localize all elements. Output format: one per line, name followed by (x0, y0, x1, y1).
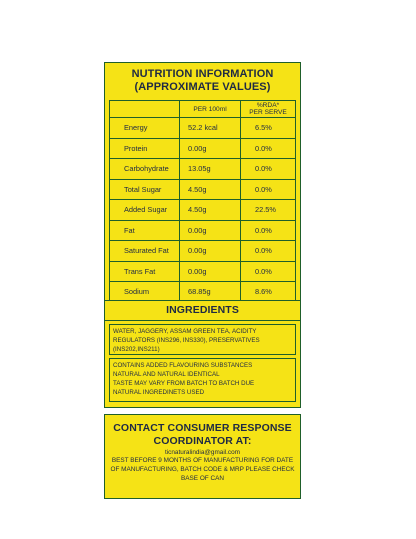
nutrient-rda: 0.0% (241, 261, 296, 282)
nutrition-table (109, 100, 296, 303)
nutrition-title (105, 63, 300, 93)
flavouring-note-line4: NATURAL INGREDINETS USED (113, 389, 205, 396)
nutrient-value: 0.00g (180, 220, 241, 241)
nutrient-name: Added Sugar (110, 200, 180, 221)
header-blank-cell (110, 101, 180, 118)
header-rda (241, 101, 296, 118)
nutrient-value: 0.00g (180, 138, 241, 159)
table-row (110, 261, 296, 282)
flavouring-note (109, 358, 296, 402)
table-row (110, 282, 296, 303)
table-row (110, 179, 296, 200)
table-row (110, 220, 296, 241)
contact-title (105, 415, 300, 448)
nutrient-rda: 8.6% (241, 282, 296, 303)
nutrient-value: 4.50g (180, 179, 241, 200)
contact-title-line1: CONTACT CONSUMER RESPONSE (113, 422, 292, 434)
ingredients-title: INGREDIENTS (105, 301, 300, 321)
nutrition-header-row (110, 101, 296, 118)
nutrient-name: Trans Fat (110, 261, 180, 282)
nutrition-title-line1: NUTRITION INFORMATION (131, 68, 274, 80)
nutrient-rda: 0.0% (241, 159, 296, 180)
contact-email: ticnaturalindia@gmail.com (164, 449, 241, 456)
best-before-note: BEST BEFORE 9 MONTHS OF MANUFACTURING FOR DATE OF MANUFACTURING, BATCH CODE & MRP PLEASE CHECK BASE OF CAN (110, 457, 295, 482)
nutrition-title-line2: (APPROXIMATE VALUES) (134, 81, 271, 93)
header-per-100ml: PER 100ml (180, 101, 241, 118)
nutrient-value: 68.85g (180, 282, 241, 303)
header-rda-line1: %RDA* (256, 102, 280, 109)
nutrient-rda: 0.0% (241, 179, 296, 200)
nutrient-value: 0.00g (180, 241, 241, 262)
nutrient-name: Total Sugar (110, 179, 180, 200)
nutrient-name: Fat (110, 220, 180, 241)
nutrient-value: 52.2 kcal (180, 118, 241, 139)
nutrient-rda: 0.0% (241, 138, 296, 159)
nutrition-panel (104, 62, 301, 304)
nutrient-name: Sodium (110, 282, 180, 303)
ingredients-panel (104, 300, 301, 408)
nutrient-name: Carbohydrate (110, 159, 180, 180)
nutrient-rda: 22.5% (241, 200, 296, 221)
header-rda-line2: PER SERVE (249, 109, 287, 116)
nutrient-name: Energy (110, 118, 180, 139)
nutrient-rda: 0.0% (241, 241, 296, 262)
nutrient-name: Saturated Fat (110, 241, 180, 262)
table-row (110, 200, 296, 221)
table-row (110, 138, 296, 159)
nutrient-value: 13.05g (180, 159, 241, 180)
nutrient-rda: 0.0% (241, 220, 296, 241)
flavouring-note-line3: TASTE MAY VARY FROM BATCH TO BATCH DUE (113, 380, 255, 387)
table-row (110, 118, 296, 139)
flavouring-note-line2: NATURAL AND NATURAL IDENTICAL (113, 371, 220, 378)
contact-title-line2: COORDINATOR AT: (153, 435, 252, 447)
ingredients-list: WATER, JAGGERY, ASSAM GREEN TEA, ACIDITY REGULATORS (INS296, INS330), PRESERVATIVES (INS202,INS211) (109, 324, 296, 355)
nutrient-value: 0.00g (180, 261, 241, 282)
table-row (110, 241, 296, 262)
nutrient-rda: 6.5% (241, 118, 296, 139)
table-row (110, 159, 296, 180)
nutrient-value: 4.50g (180, 200, 241, 221)
flavouring-note-line1: CONTAINS ADDED FLAVOURING SUBSTANCES (113, 362, 253, 369)
nutrient-name: Protein (110, 138, 180, 159)
contact-panel (104, 414, 301, 499)
